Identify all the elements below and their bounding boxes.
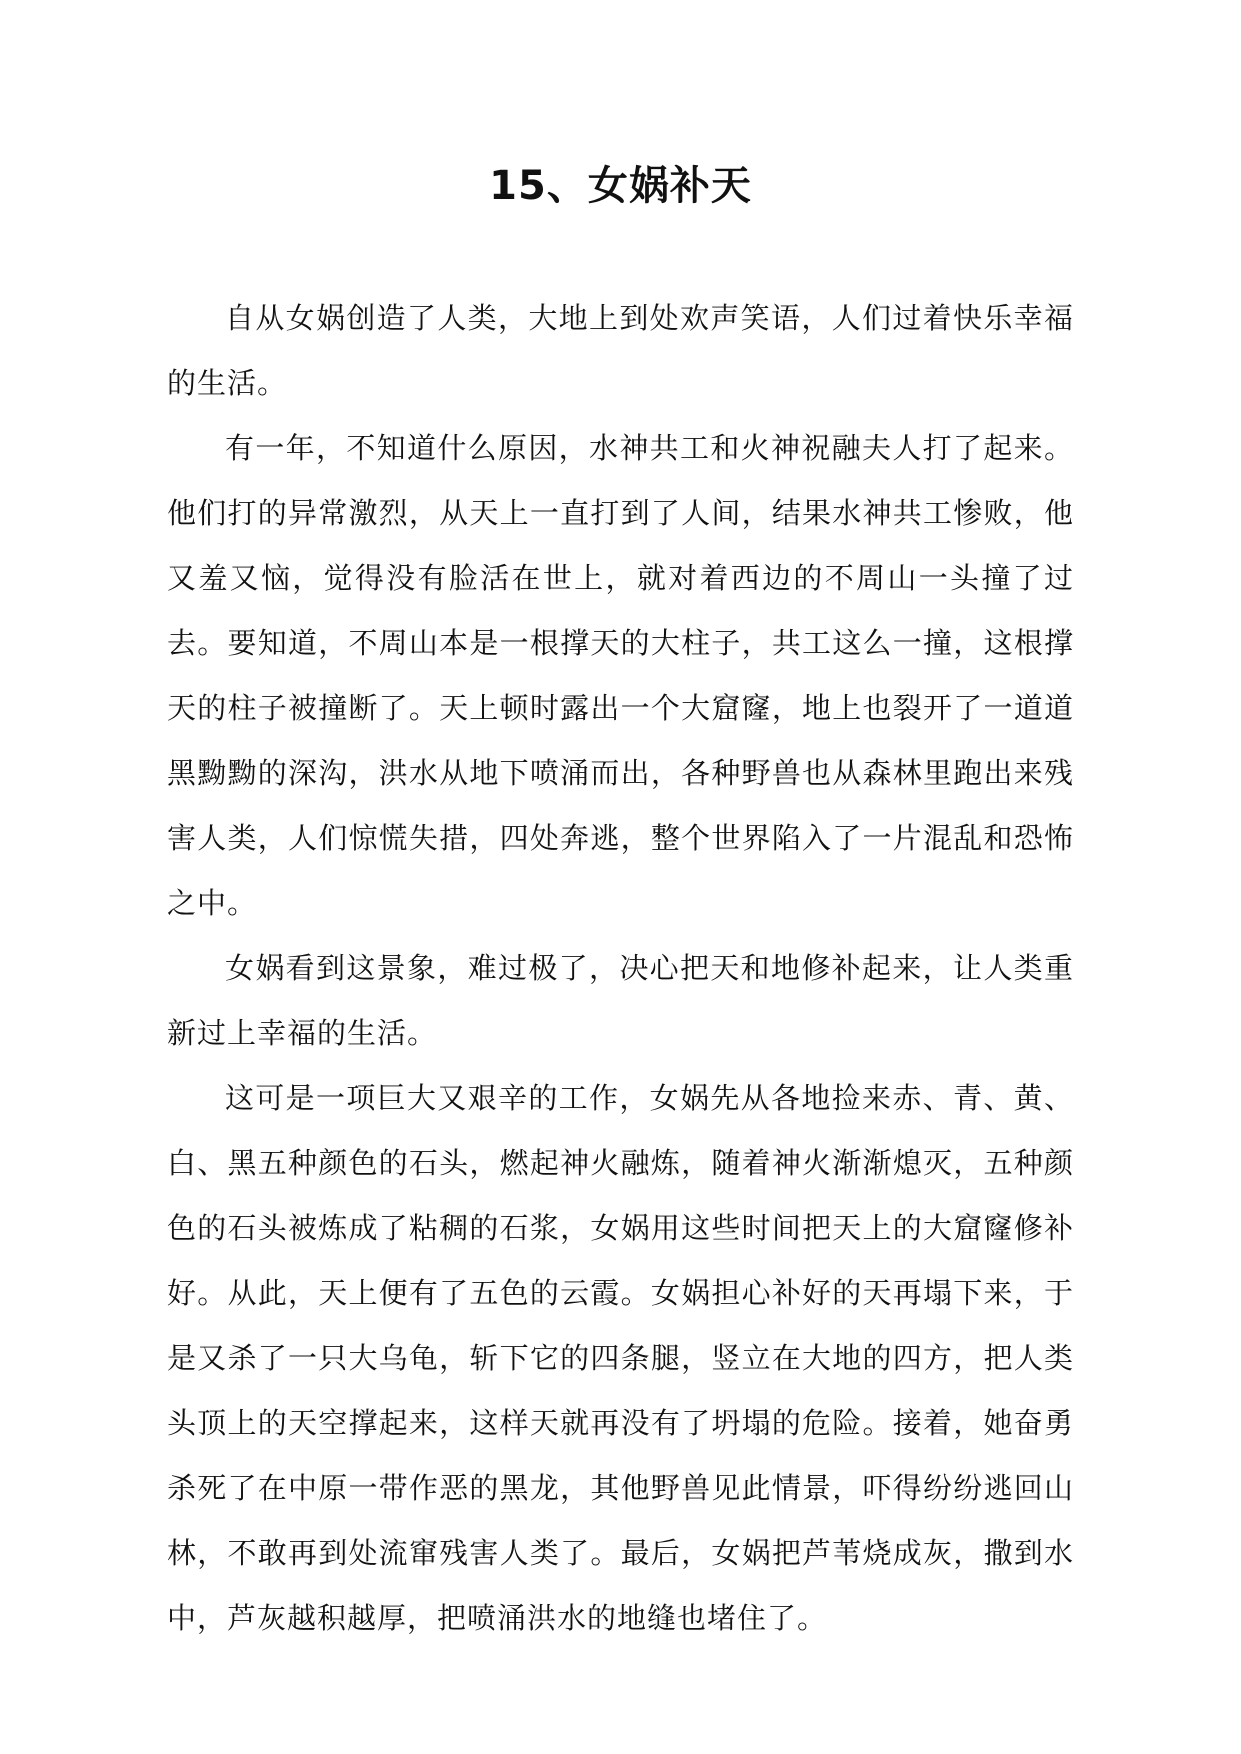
story-body [167,286,1074,1651]
paragraph-1: 自从女娲创造了人类，大地上到处欢声笑语，人们过着快乐幸福的生活。 [167,301,1074,400]
paragraph-4: 这可是一项巨大又艰辛的工作，女娲先从各地捡来赤、青、黄、白、黑五种颜色的石头，燃起神火融炼，随着神火渐渐熄灭，五种颜色的石头被炼成了粘稠的石浆，女娲用这些时间把天上的大窟窿修补好。从此，天上便有了五色的云霞。女娲担心补好的天再塌下来，于是又杀了一只大乌龟，斩下它的四条腿，竖立在大地的四方，把人类头顶上的天空撑起来，这样天就再没有了坍塌的危险。接着，她奋勇杀死了在中原一带作恶的黑龙，其他野兽见此情景，吓得纷纷逃回山林，不敢再到处流窜残害人类了。最后，女娲把芦苇烧成灰，撒到水中，芦灰越积越厚，把喷涌洪水的地缝也堵住了。 [167,1081,1074,1635]
paragraph-3: 女娲看到这景象，难过极了，决心把天和地修补起来，让人类重新过上幸福的生活。 [167,951,1074,1050]
page-title: 15、女娲补天 [489,163,752,209]
paragraph-2: 有一年，不知道什么原因，水神共工和火神祝融夫人打了起来。他们打的异常激烈，从天上一直打到了人间，结果水神共工惨败，他又羞又恼，觉得没有脸活在世上，就对着西边的不周山一头撞了过去。要知道，不周山本是一根撑天的大柱子，共工这么一撞，这根撑天的柱子被撞断了。天上顿时露出一个大窟窿，地上也裂开了一道道黑黝黝的深沟，洪水从地下喷涌而出，各种野兽也从森林里跑出来残害人类，人们惊慌失措，四处奔逃，整个世界陷入了一片混乱和恐怖之中。 [167,431,1074,920]
